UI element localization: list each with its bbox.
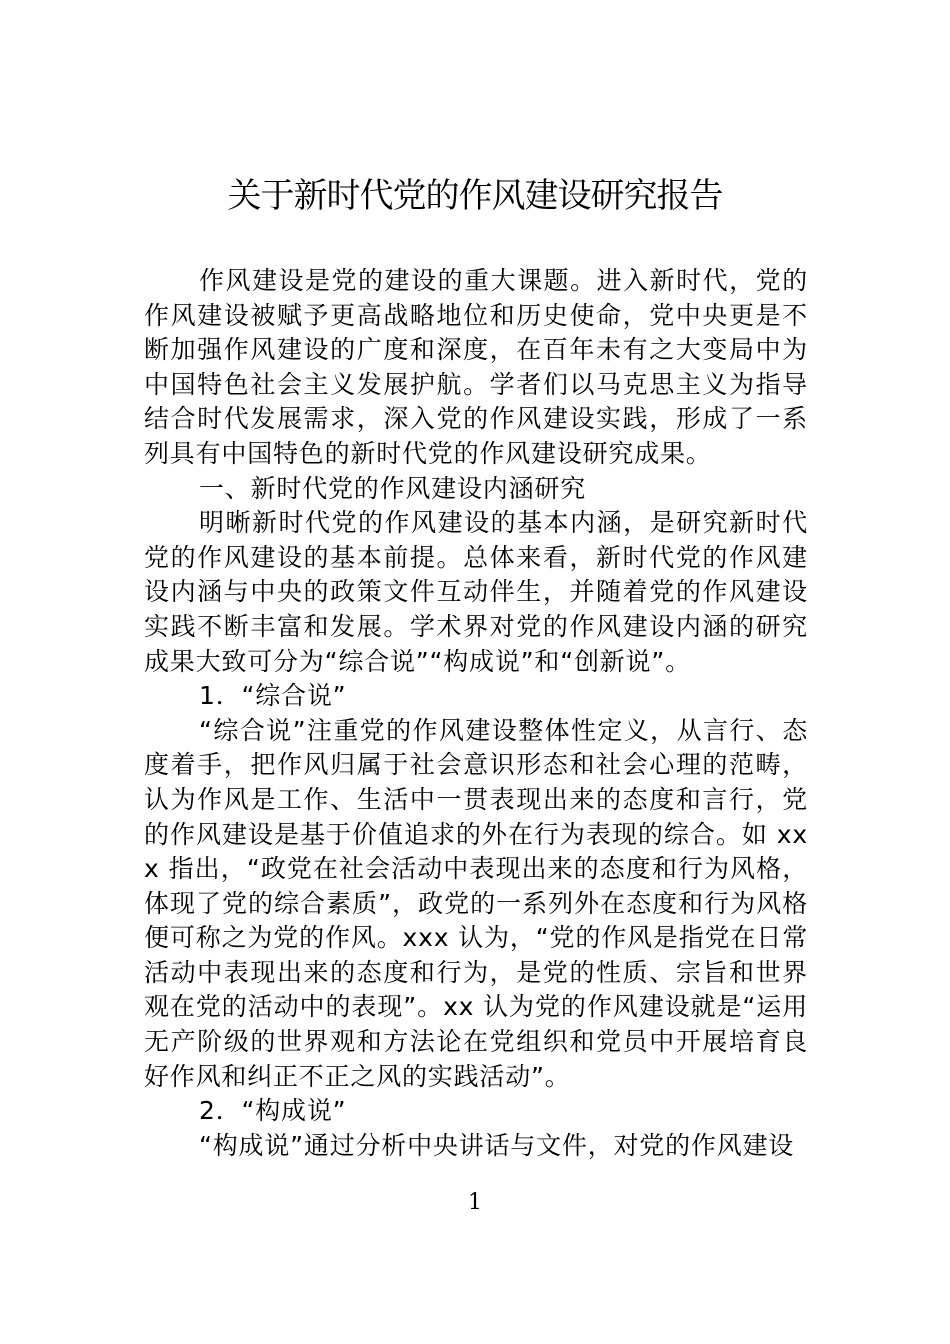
subsection-1-paragraph: “综合说”注重党的作风建设整体性定义，从言行、态度着手，把作风归属于社会意识形态和社会心理的范畴，认为作风是工作、生活中一贯表现出来的态度和言行，党的作风建设是基于价值追求的外在行为表现的综合。如 xxx 指出，“政党在社会活动中表现出来的态度和行为风格，体现了党的综合素质”，政党的一系列外在态度和行为风格便可称之为党的作风。xxx 认为，“党的作风是指党在日常活动中表现出来的态度和行为，是党的性质、宗旨和世界观在党的活动中的表现”。xx 认为党的作风建设就是“运用无产阶级的世界观和方法论在党组织和党员中开展培育良好作风和纠正不正之风的实践活动”。 [144, 715, 808, 1091]
subsection-heading-2: 2．“构成说” [199, 1096, 347, 1126]
page-number: 1 [468, 1190, 482, 1215]
document-body [144, 264, 808, 1163]
subsection-heading-1: 1．“综合说” [199, 681, 347, 711]
intro-paragraph: 作风建设是党的建设的重大课题。进入新时代，党的作风建设被赋予更高战略地位和历史使命，党中央更是不断加强作风建设的广度和深度，在百年未有之大变局中为中国特色社会主义发展护航。学者们以马克思主义为指导结合时代发展需求，深入党的作风建设实践，形成了一系列具有中国特色的新时代党的作风建设研究成果。 [144, 266, 808, 468]
section-heading-1: 一、新时代党的作风建设内涵研究 [199, 473, 587, 503]
section-1-paragraph: 明晰新时代党的作风建设的基本内涵，是研究新时代党的作风建设的基本前提。总体来看，新时代党的作风建设内涵与中央的政策文件互动伴生，并随着党的作风建设实践不断丰富和发展。学术界对党的作风建设内涵的研究成果大致可分为“综合说”“构成说”和“创新说”。 [144, 508, 808, 676]
subsection-2-paragraph: “构成说”通过分析中央讲话与文件，对党的作风建设 [199, 1130, 795, 1160]
document-title: 关于新时代党的作风建设研究报告 [227, 176, 723, 216]
